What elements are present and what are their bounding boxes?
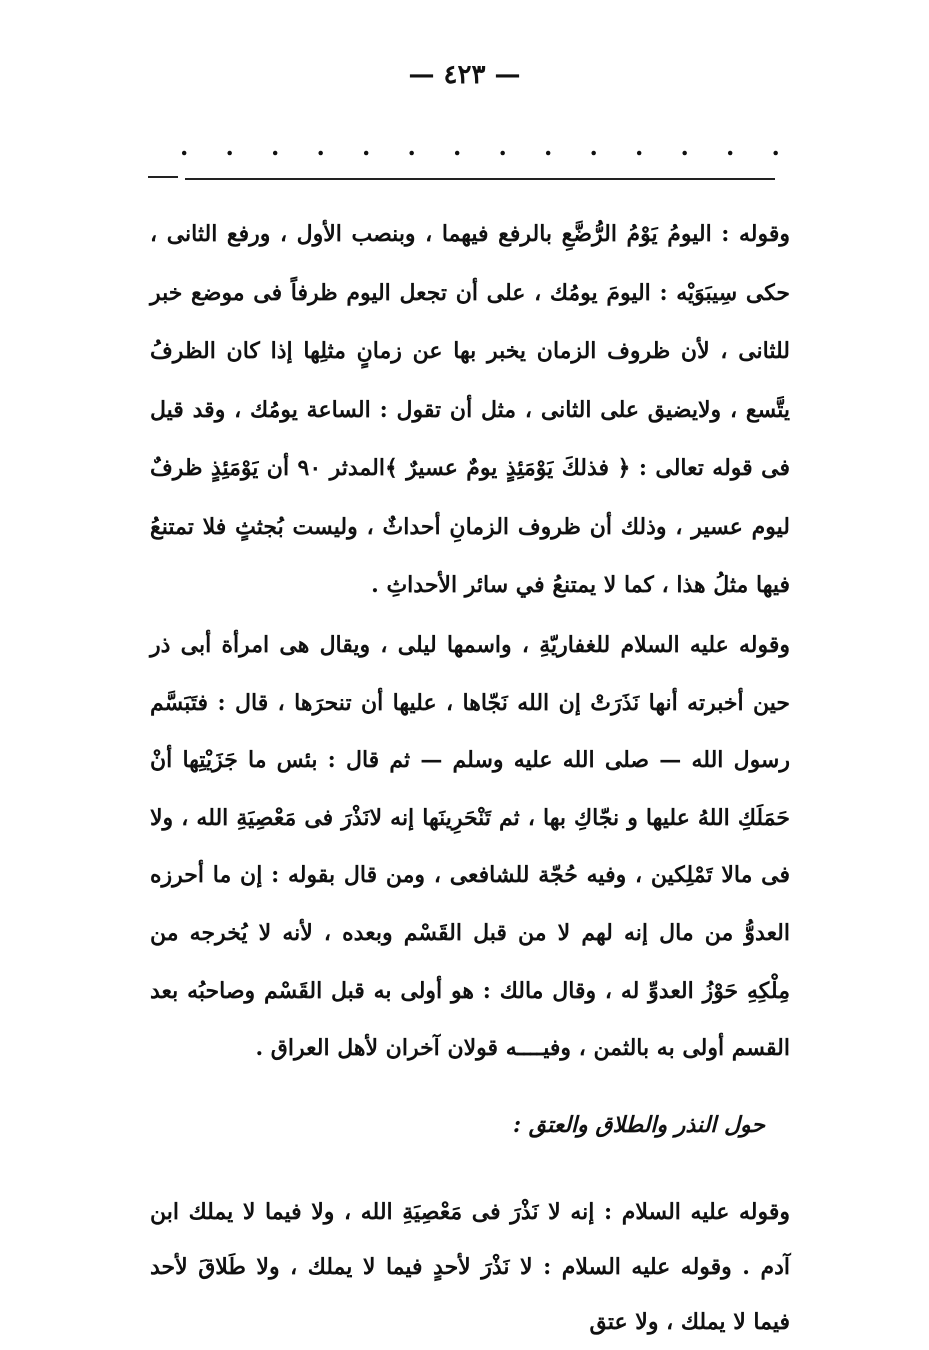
page-number: — ٤٢٣ — (408, 60, 521, 90)
header-rule-short (148, 176, 178, 178)
ornament-dot: . (635, 132, 644, 161)
ornament-dot: . (362, 132, 371, 161)
ornament-dot: . (453, 132, 462, 161)
ornament-dot: . (726, 132, 735, 161)
ornament-dot: . (271, 132, 280, 161)
ornament-dot: . (544, 132, 553, 161)
body-paragraph-3: وقوله عليه السلام : إنه لا نَذْرَ فى مَعْصِيَةِ الله ، ولا فيما لا يملك ابن آدم . وقوله عليه السلام : لا نَذْرَ لأحدٍ فيما لا يملك ، ولا طَلاقَ لأحد فيما لا يملك ، ولا عتق (150, 1199, 790, 1335)
ornament-dot: . (225, 132, 234, 161)
body-paragraph-2: وقوله عليه السلام للغفاريّةِ ، واسمها ليلى ، ويقال هى امرأة أبى ذر حين أخبرته أنها نَذَرَتْ إن الله نَجّاها ، عليها أن تنحرَها ، قال : فتَبَسَّم رسول الله — صلى الله عليه وسلم — ثم قال : بئس ما جَزَيْتِها أنْ حَمَلَكِ اللهُ عليها و نجّاكِ بها ، ثم تَنْحَرِينَها إنه لانَذْرَ فى مَعْصِيَةِ الله ، ولا فى مالا تَمْلِكين ، وفيه حُجّة للشافعى ، ومن قال بقوله : إن ما أحرزه العدوُّ من مال إنه لهم لا من قبل القَسْم وبعده ، لأنه لا يُخرجه من مِلْكِهِ حَوْزُ العدوِّ له ، وقال مالك : هو أولى به قبل القَسْم وصاحبُه بعد القسم أولى به بالثمن ، وفيــــه قولان آخران لأهل العراق . (150, 632, 790, 1062)
section-heading: حول النذر والطلاق والعتق : (512, 1112, 765, 1138)
body-paragraph-1: وقوله : اليومُ يَوْمُ الرُّضَّعِ بالرفع فيهما ، وبنصب الأول ، ورفع الثانى ، حكى سِيبَوَيْه : اليومَ يومُك ، على أن تجعل اليوم ظرفاً فى موضع خبر للثانى ، لأن ظروف الزمان يخبر بها عن زمانٍ مثلِها إذا كان الظرفُ يتَّسع ، ولايضيق على الثانى ، مثل أن تقول : الساعة يومُك ، وقد قيل فى قوله تعالى : ﴿ فذلكَ يَوْمَئِذٍ يومٌ عسيرٌ ﴾المدثر ٩٠ أن يَوْمَئِذٍ ظرفٌ ليوم عسير ، وذلك أن ظروف الزمانِ أحداثٌ ، وليست بُجثثٍ فلا تمتنعُ فيها مثلُ هذا ، كما لا يمتنعُ في سائر الأحداثِ . (150, 221, 790, 598)
ornament-dot: . (407, 132, 416, 161)
ornament-dot: . (316, 132, 325, 161)
ornamental-dot-row (180, 132, 780, 162)
header-rule (185, 178, 775, 180)
ornament-dot: . (180, 132, 189, 161)
ornament-dot: . (680, 132, 689, 161)
ornament-dot: . (771, 132, 780, 161)
ornament-dot: . (589, 132, 598, 161)
ornament-dot: . (498, 132, 507, 161)
